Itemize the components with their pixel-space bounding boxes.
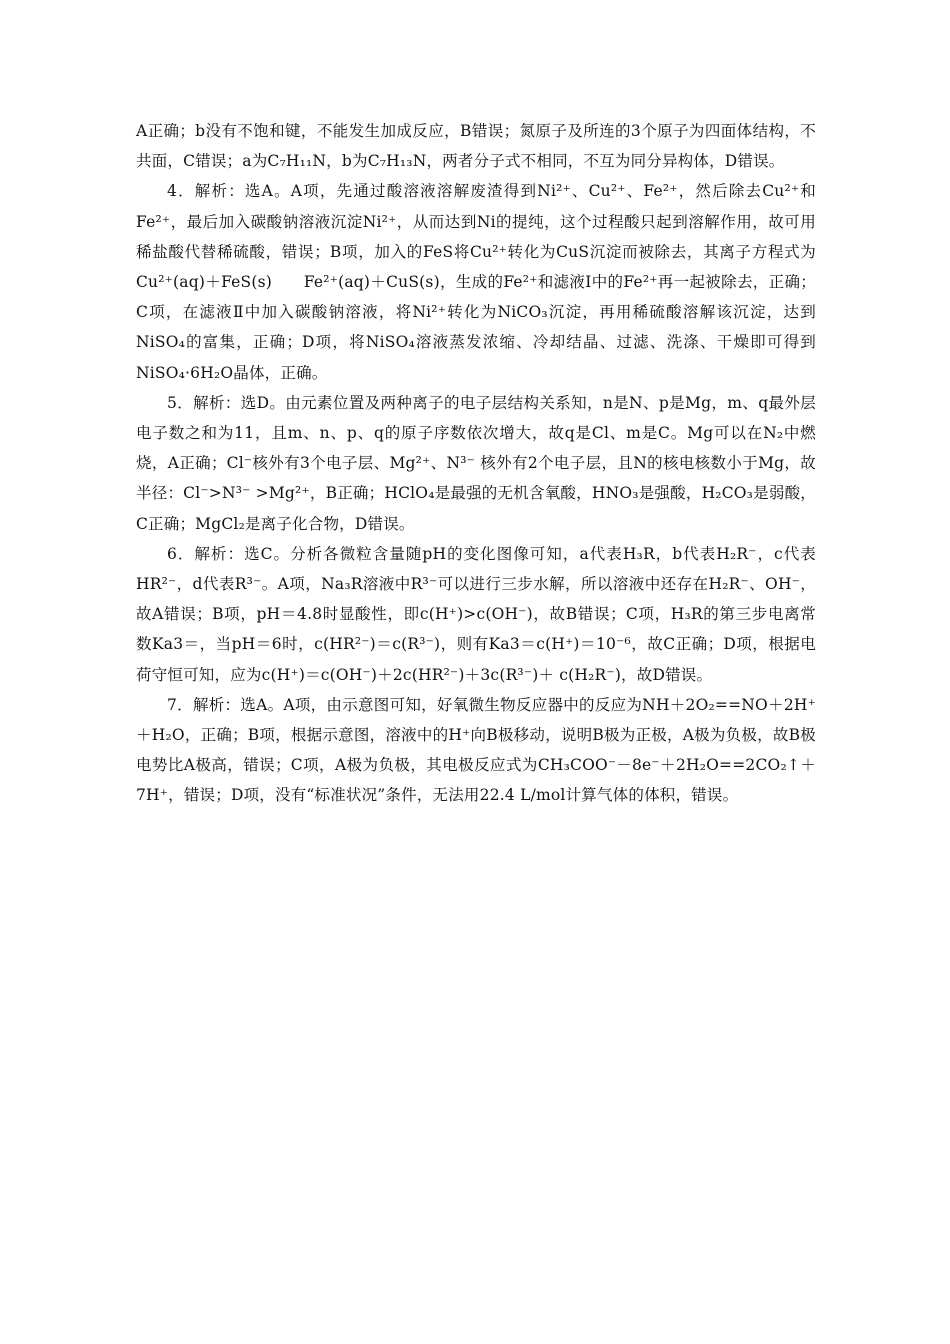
paragraph-continuation: A正确；b没有不饱和键，不能发生加成反应，B错误；氮原子及所连的3个原子为四面体结构，不共面，C错误；a为C₇H₁₁N，b为C₇H₁₃N，两者分子式不相同，不互为同分异构体，D错误。: [136, 122, 816, 171]
paragraph-answer-7: 7．解析：选A。A项，由示意图可知，好氧微生物反应器中的反应为NH＋2O₂==NO＋2H⁺＋H₂O，正确；B项，根据示意图，溶液中的H⁺向B极移动，说明B极为正极，A极为负极，故B极电势比A极高，错误；C项，A极为负极，其电极反应式为CH₃COO⁻－8e⁻＋2H₂O==2CO₂↑＋7H⁺，错误；D项，没有“标准状况”条件，无法用22.4 L/mol计算气体的体积，错误。: [136, 695, 816, 805]
paragraph-answer-6: 6．解析：选C。分析各微粒含量随pH的变化图像可知，a代表H₃R，b代表H₂R⁻，c代表HR²⁻，d代表R³⁻。A项，Na₃R溶液中R³⁻可以进行三步水解，所以溶液中还存在H₂R⁻、OH⁻，故A错误；B项，pH＝4.8时显酸性，即c(H⁺)>c(OH⁻)，故B错误；C项，H₃R的第三步电离常数Ka3＝，当pH＝6时，c(HR²⁻)＝c(R³⁻)，则有Ka3＝c(H⁺)＝10⁻⁶，故C正确；D项，根据电荷守恒可知，应为c(H⁺)＝c(OH⁻)＋2c(HR²⁻)＋3c(R³⁻)＋ c(H₂R⁻)，故D错误。: [136, 544, 816, 684]
paragraph-answer-5: 5．解析：选D。由元素位置及两种离子的电子层结构关系知，n是N、p是Mg，m、q最外层电子数之和为11，且m、n、p、q的原子序数依次增大，故q是Cl、m是C。Mg可以在N₂中燃烧，A正确；Cl⁻核外有3个电子层、Mg²⁺、N³⁻ 核外有2个电子层，且N的核电核数小于Mg，故半径：Cl⁻>N³⁻ >Mg²⁺，B正确；HClO₄是最强的无机含氧酸，HNO₃是强酸，H₂CO₃是弱酸，C正确；MgCl₂是离子化合物，D错误。: [136, 393, 816, 533]
document-body: [136, 116, 816, 811]
paragraph-answer-4: 4．解析：选A。A项，先通过酸溶液溶解废渣得到Ni²⁺、Cu²⁺、Fe²⁺，然后除去Cu²⁺和Fe²⁺，最后加入碳酸钠溶液沉淀Ni²⁺，从而达到Ni的提纯，这个过程酸只起到溶解作用，故可用稀盐酸代替稀硫酸，错误；B项，加入的FeS将Cu²⁺转化为CuS沉淀而被除去，其离子方程式为Cu²⁺(aq)＋FeS(s) Fe²⁺(aq)＋CuS(s)，生成的Fe²⁺和滤液Ⅰ中的Fe²⁺再一起被除去，正确；C项，在滤液Ⅱ中加入碳酸钠溶液，将Ni²⁺转化为NiCO₃沉淀，再用稀硫酸溶解该沉淀，达到NiSO₄的富集，正确；D项，将NiSO₄溶液蒸发浓缩、冷却结晶、过滤、洗涤、干燥即可得到NiSO₄·6H₂O晶体，正确。: [136, 182, 816, 382]
